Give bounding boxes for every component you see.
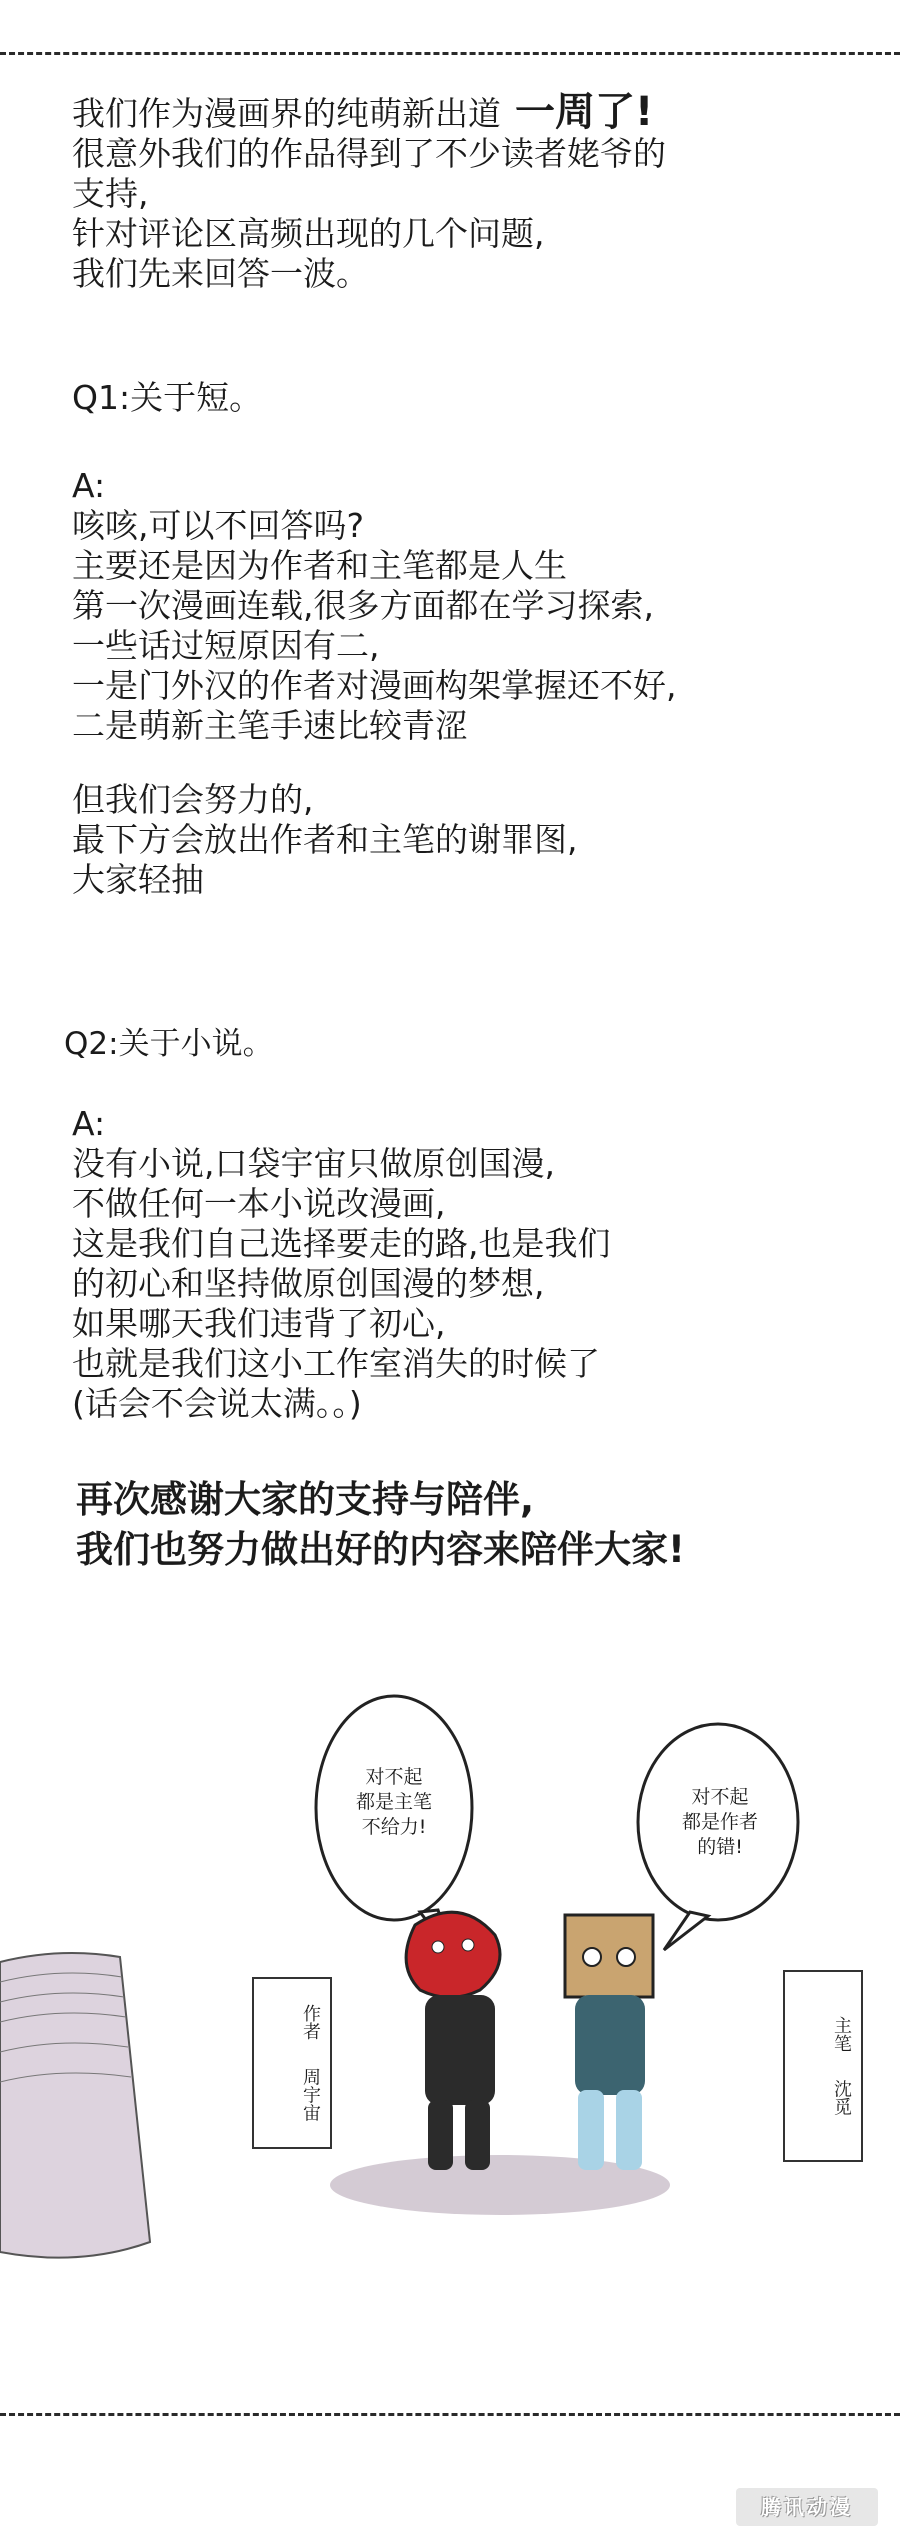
artist-role: 主笔: [831, 2016, 852, 2053]
q2-answer-line: 如果哪天我们违背了初心,: [72, 1304, 446, 1343]
q2-answer-line: A:: [72, 1104, 106, 1143]
apology-illustration: [0, 1680, 900, 2300]
q1-outro-line: 最下方会放出作者和主笔的谢罪图,: [72, 820, 578, 859]
thanks-message: [76, 1475, 685, 1575]
q1-title: Q1:关于短。: [72, 378, 263, 417]
crocodile-character: [406, 1912, 500, 2170]
box-head-character: [565, 1915, 653, 2170]
q1-answer: [72, 466, 677, 746]
bottom-dashed-divider: [0, 2413, 900, 2416]
watermark-logo: 腾讯动漫: [736, 2488, 878, 2526]
q2-answer-line: 的初心和坚持做原创国漫的梦想,: [72, 1264, 545, 1303]
intro-line: 针对评论区高频出现的几个问题,: [72, 214, 545, 253]
intro-line: 我们先来回答一波。: [72, 254, 369, 293]
q2-answer-line: 不做任何一本小说改漫画,: [72, 1184, 446, 1223]
left-bubble-text: [344, 1765, 444, 1840]
q1-outro-line: 大家轻抽: [72, 860, 204, 899]
q1-answer-line: 第一次漫画连载,很多方面都在学习探索,: [72, 586, 654, 625]
q1-outro-line: 但我们会努力的,: [72, 780, 314, 819]
left-bubble-line: 对不起: [365, 1766, 423, 1788]
right-bubble-text: [670, 1785, 770, 1860]
intro-emphasis: 一周了!: [515, 89, 654, 135]
q1-answer-line: A:: [72, 466, 106, 505]
q1-answer-line: 二是萌新主笔手速比较青涩: [72, 706, 468, 745]
intro-line: 支持,: [72, 174, 149, 213]
q1-answer-line: 一是门外汉的作者对漫画构架掌握还不好,: [72, 666, 677, 705]
q1-answer-line: 咳咳,可以不回答吗?: [72, 506, 365, 545]
artist-nameplate: [783, 1970, 863, 2162]
author-role: 作者: [300, 2004, 321, 2041]
q2-answer-line: 没有小说,口袋宇宙只做原创国漫,: [72, 1144, 555, 1183]
q1-answer-line: 一些话过短原因有二,: [72, 626, 380, 665]
author-nameplate: [252, 1977, 332, 2149]
intro-line: 我们作为漫画界的纯萌新出道: [72, 94, 501, 133]
q1-outro: [72, 780, 578, 900]
q2-answer-line: (话会不会说太满。。): [72, 1384, 362, 1423]
left-bubble-line: 不给力!: [361, 1816, 427, 1838]
artist-name: 沈觅: [831, 2079, 852, 2116]
author-name: 周宇宙: [300, 2067, 321, 2122]
intro-line: 很意外我们的作品得到了不少读者姥爷的: [72, 134, 666, 173]
thanks-line: 再次感谢大家的支持与陪伴,: [76, 1478, 535, 1521]
kneeling-characters: [320, 1895, 740, 2275]
right-bubble-line: 都是作者: [681, 1811, 758, 1833]
thanks-line: 我们也努力做出好的内容来陪伴大家!: [76, 1528, 685, 1571]
q2-title: Q2:关于小说。: [64, 1026, 274, 1062]
intro-paragraph: [72, 89, 666, 294]
right-bubble-line: 的错!: [697, 1836, 743, 1858]
q1-answer-line: 主要还是因为作者和主笔都是人生: [72, 546, 567, 585]
right-bubble-line: 对不起: [691, 1786, 749, 1808]
q2-answer-line: 这是我们自己选择要走的路,也是我们: [72, 1224, 611, 1263]
q2-answer: [72, 1104, 611, 1424]
q2-answer-line: 也就是我们这小工作室消失的时候了: [72, 1344, 600, 1383]
left-bubble-line: 都是主笔: [355, 1791, 432, 1813]
top-dashed-divider: [0, 52, 900, 55]
paper-stack-drawing: [0, 1942, 160, 2272]
